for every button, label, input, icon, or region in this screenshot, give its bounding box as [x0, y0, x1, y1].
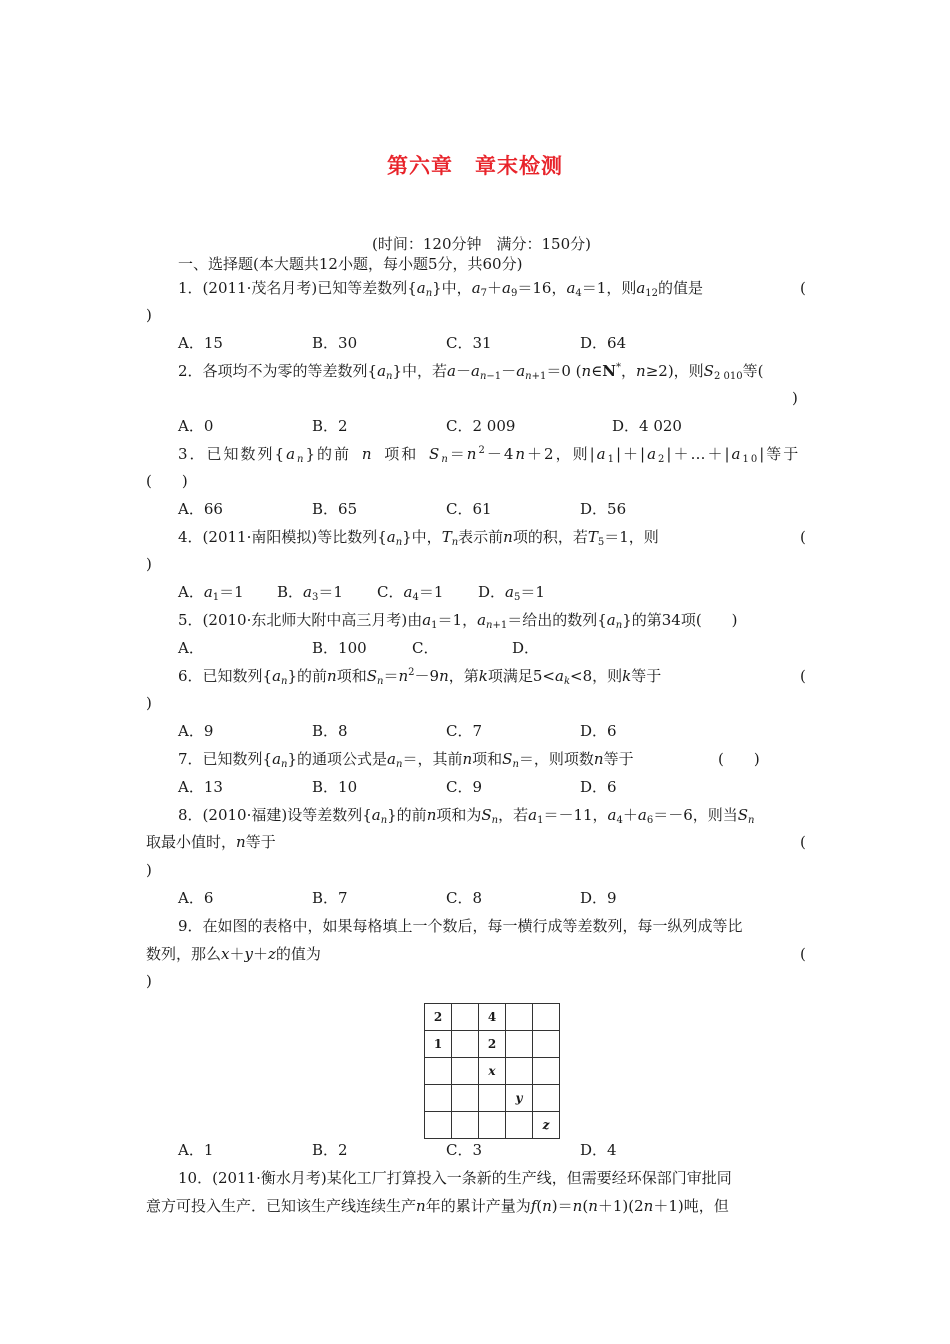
q3-option-a: A．66 — [178, 500, 223, 518]
number-grid — [424, 1003, 560, 1139]
question-4-stem: 4．(2011·南阳模拟)等比数列$\{a_n\}$中，$T_n$表示前n项的积，若$T_5=1$，则 — [178, 528, 659, 548]
grid-cell: 4 — [479, 1004, 506, 1031]
grid-row — [425, 1085, 560, 1112]
question-7-stem: 7．已知数列$\{a_n\}$的通项公式是$a_n=$，其前n项和$S_n=$，则项数n等于 — [178, 750, 634, 770]
q5-option-a: A． — [178, 639, 204, 657]
q2-option-b: B．2 — [312, 417, 348, 435]
question-9-stem-line1: 9．在如图的表格中，如果每格填上一个数后，每一横行成等差数列，每一纵列成等比 — [178, 917, 743, 935]
grid-cell — [452, 1031, 479, 1058]
grid-row — [425, 1112, 560, 1139]
q4-option-c: C．$a_4=1$ — [377, 583, 444, 603]
grid-cell — [533, 1031, 560, 1058]
section-heading: 一、选择题(本大题共12小题，每小题5分，共60分) — [178, 255, 523, 273]
q1-option-d: D．64 — [580, 334, 627, 352]
q1-option-c: C．31 — [446, 334, 492, 352]
q9-option-c: C．3 — [446, 1141, 483, 1159]
answer-bracket-open: ( — [800, 833, 806, 851]
answer-bracket-open: ( — [800, 667, 806, 685]
q4-option-d: D．$a_5=1$ — [478, 583, 545, 603]
grid-cell — [452, 1085, 479, 1112]
grid-cell-z: z — [533, 1112, 560, 1139]
q5-option-c: C． — [412, 639, 439, 657]
answer-bracket-open: ( — [800, 528, 806, 546]
grid-row — [425, 1058, 560, 1085]
q2-option-a: A．0 — [178, 417, 214, 435]
grid-row — [425, 1031, 560, 1058]
answer-bracket-close: ) — [146, 861, 152, 879]
grid-cell — [452, 1112, 479, 1139]
answer-bracket-close: ) — [792, 389, 798, 407]
answer-bracket-close: ) — [146, 555, 152, 573]
question-8-stem-line1: 8．(2010·福建)设等差数列$\{a_n\}$的前n项和为$S_n$，若$a_1=-11$，$a_4+a_6=-6$，则当$S_n$ — [178, 806, 755, 826]
grid-cell — [533, 1004, 560, 1031]
q3-option-d: D．56 — [580, 500, 627, 518]
grid-cell — [425, 1058, 452, 1085]
q6-option-c: C．7 — [446, 722, 483, 740]
q8-option-a: A．6 — [178, 889, 214, 907]
q6-option-a: A．9 — [178, 722, 214, 740]
question-9-stem-line2: 数列，那么x＋y＋z的值为 — [146, 945, 321, 963]
grid-cell — [506, 1112, 533, 1139]
q4-option-b: B．$a_3=1$ — [277, 583, 343, 603]
q5-option-b: B．100 — [312, 639, 367, 657]
q8-option-d: D．9 — [580, 889, 617, 907]
q6-option-b: B．8 — [312, 722, 348, 740]
grid-cell — [452, 1058, 479, 1085]
q9-option-b: B．2 — [312, 1141, 348, 1159]
q8-option-b: B．7 — [312, 889, 348, 907]
question-8-stem-line2: 取最小值时，n等于 — [146, 833, 276, 851]
grid-cell — [479, 1112, 506, 1139]
question-6-stem: 6．已知数列$\{a_n\}$的前n项和$S_n=n^2-9n$，第k项满足$5<a_k<8$，则k等于 — [178, 667, 662, 687]
answer-bracket-close: ) — [146, 694, 152, 712]
answer-bracket-open: ( — [800, 945, 806, 963]
q9-option-d: D．4 — [580, 1141, 617, 1159]
question-2-stem: 2．各项均不为零的等差数列$\{a_n\}$中，若$a-a_{n-1}-a_{n+1}=0$ (n∈N*，n≥2)，则$S_{2 010}$等( — [178, 362, 764, 382]
question-3-stem: 3．已知数列$\{a_n\}$的前 n 项和 $S_n=n^2-4n+2$，则$|a_1|+|a_2|+\dots+|a_{10}|$等于 — [178, 445, 801, 465]
q1-option-b: B．30 — [312, 334, 358, 352]
q5-option-d: D． — [512, 639, 540, 657]
grid-cell — [533, 1085, 560, 1112]
grid-cell — [533, 1058, 560, 1085]
q3-option-b: B．65 — [312, 500, 358, 518]
grid-cell: 2 — [425, 1004, 452, 1031]
grid-cell — [506, 1058, 533, 1085]
grid-cell: 1 — [425, 1031, 452, 1058]
q2-option-c: C．2 009 — [446, 417, 516, 435]
answer-bracket-pair: ( ) — [718, 750, 760, 768]
q7-option-a: A．13 — [178, 778, 223, 796]
question-10-stem-line1: 10．(2011·衡水月考)某化工厂打算投入一条新的生产线，但需要经环保部门审批同 — [178, 1169, 732, 1187]
q7-option-b: B．10 — [312, 778, 358, 796]
answer-bracket-close: ) — [146, 306, 152, 324]
q4-option-a: A．$a_1=1$ — [178, 583, 244, 603]
grid-cell — [425, 1112, 452, 1139]
q3-option-c: C．61 — [446, 500, 492, 518]
q9-option-a: A．1 — [178, 1141, 214, 1159]
q6-option-d: D．6 — [580, 722, 617, 740]
question-10-stem-line2: 意方可投入生产．已知该生产线连续生产n年的累计产量为f(n)＝n(n＋1)(2n＋1)吨，但 — [146, 1197, 729, 1215]
time-limit: (时间：120分钟 满分：150分) — [372, 235, 591, 253]
grid-cell-y: y — [506, 1085, 533, 1112]
grid-cell-x: x — [479, 1058, 506, 1085]
q7-option-c: C．9 — [446, 778, 483, 796]
question-1-stem: 1．(2011·茂名月考)已知等差数列$\{a_n\}$中，$a_7+a_9=16$，$a_4=1$，则$a_{12}$的值是 — [178, 279, 704, 299]
q2-option-d: D．4 020 — [612, 417, 682, 435]
answer-bracket-open: ( — [800, 279, 806, 297]
grid-row — [425, 1004, 560, 1031]
q8-option-c: C．8 — [446, 889, 483, 907]
answer-bracket-close: ) — [146, 972, 152, 990]
grid-cell — [425, 1085, 452, 1112]
grid-cell — [506, 1031, 533, 1058]
grid-cell — [479, 1085, 506, 1112]
grid-cell: 2 — [479, 1031, 506, 1058]
question-5-stem: 5．(2010·东北师大附中高三月考)由$a_1=1$，$a_{n+1}=$给出的数列$\{a_n\}$的第34项( ) — [178, 611, 738, 631]
chapter-title: 第六章 章末检测 — [387, 154, 563, 178]
answer-bracket-pair: ( ) — [146, 472, 188, 490]
q1-option-a: A．15 — [178, 334, 223, 352]
q7-option-d: D．6 — [580, 778, 617, 796]
grid-cell — [506, 1004, 533, 1031]
grid-cell — [452, 1004, 479, 1031]
